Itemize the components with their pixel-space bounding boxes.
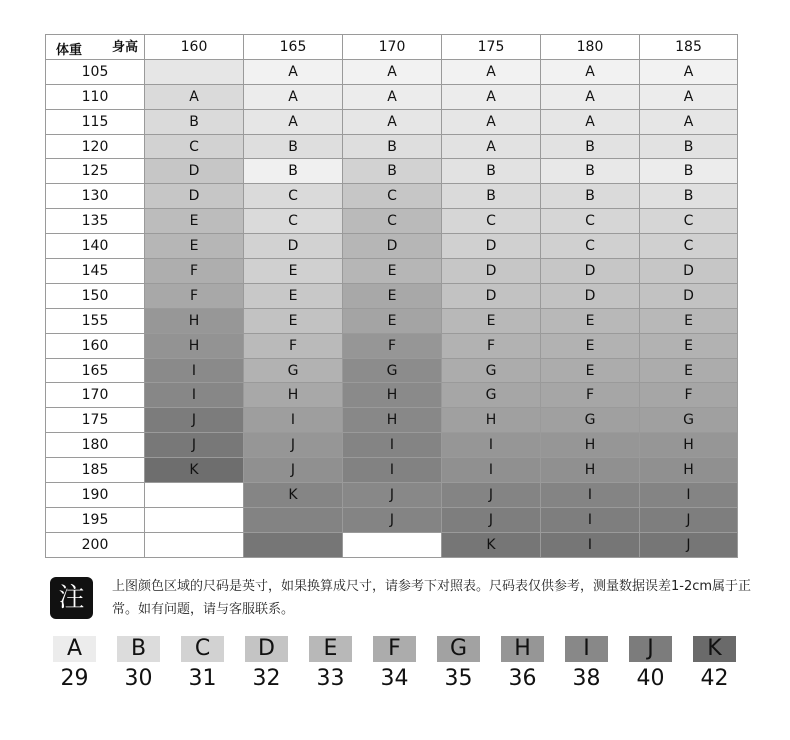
size-cell — [244, 507, 343, 532]
size-cell: I — [244, 408, 343, 433]
size-cell: H — [145, 308, 244, 333]
size-cell: H — [145, 333, 244, 358]
size-cell: E — [244, 283, 343, 308]
size-cell — [145, 59, 244, 84]
size-cell: I — [541, 507, 640, 532]
size-cell: A — [442, 109, 541, 134]
legend-item — [501, 636, 544, 692]
size-cell: B — [541, 184, 640, 209]
legend-inch-value: 38 — [572, 666, 601, 691]
legend-item — [53, 636, 96, 692]
size-cell: C — [343, 184, 442, 209]
size-cell: H — [640, 433, 738, 458]
legend-size-swatch: H — [501, 636, 544, 662]
table-row — [46, 333, 738, 358]
table-row — [46, 84, 738, 109]
size-cell: D — [442, 234, 541, 259]
weight-label: 120 — [46, 134, 145, 159]
size-cell: B — [244, 134, 343, 159]
weight-label: 200 — [46, 532, 145, 557]
legend-size-swatch: J — [629, 636, 672, 662]
size-cell: I — [145, 383, 244, 408]
legend-size-swatch: G — [437, 636, 480, 662]
height-axis-label: 身高 — [111, 40, 138, 55]
weight-label: 175 — [46, 408, 145, 433]
height-header-180: 180 — [541, 35, 640, 60]
size-cell: H — [541, 433, 640, 458]
size-cell: E — [541, 358, 640, 383]
size-cell: E — [343, 283, 442, 308]
size-cell: E — [442, 308, 541, 333]
size-cell: E — [541, 308, 640, 333]
size-cell: D — [244, 234, 343, 259]
weight-label: 165 — [46, 358, 145, 383]
legend-size-swatch: K — [693, 636, 736, 662]
legend-size-swatch: C — [181, 636, 224, 662]
size-cell: H — [343, 383, 442, 408]
table-row — [46, 308, 738, 333]
size-cell: A — [541, 84, 640, 109]
size-cell: C — [145, 134, 244, 159]
size-cell: I — [442, 458, 541, 483]
size-cell: G — [442, 358, 541, 383]
size-cell: C — [541, 234, 640, 259]
size-cell: B — [640, 134, 738, 159]
legend-item — [181, 636, 224, 692]
size-cell — [145, 507, 244, 532]
size-cell: D — [640, 259, 738, 284]
size-cell: I — [343, 433, 442, 458]
legend-inch-value: 30 — [124, 666, 153, 691]
legend-size-swatch: E — [309, 636, 352, 662]
weight-label: 150 — [46, 283, 145, 308]
legend-item — [373, 636, 416, 692]
size-cell: F — [145, 259, 244, 284]
size-cell: B — [343, 134, 442, 159]
size-cell: B — [541, 134, 640, 159]
size-cell: G — [640, 408, 738, 433]
size-cell: E — [145, 234, 244, 259]
size-cell: J — [640, 507, 738, 532]
size-cell: H — [343, 408, 442, 433]
size-cell: A — [640, 84, 738, 109]
size-cell: B — [145, 109, 244, 134]
legend-size-swatch: B — [117, 636, 160, 662]
size-cell: B — [541, 159, 640, 184]
size-cell: B — [244, 159, 343, 184]
size-cell: H — [541, 458, 640, 483]
legend-inch-value: 36 — [508, 666, 537, 691]
size-cell: F — [541, 383, 640, 408]
size-cell: C — [244, 209, 343, 234]
legend-size-swatch: D — [245, 636, 288, 662]
table-row — [46, 234, 738, 259]
weight-label: 110 — [46, 84, 145, 109]
weight-label: 170 — [46, 383, 145, 408]
height-header-170: 170 — [343, 35, 442, 60]
size-cell: J — [244, 458, 343, 483]
size-cell: A — [640, 59, 738, 84]
size-cell: I — [145, 358, 244, 383]
size-cell: F — [442, 333, 541, 358]
size-cell: K — [442, 532, 541, 557]
weight-label: 160 — [46, 333, 145, 358]
size-cell: B — [640, 184, 738, 209]
height-header-185: 185 — [640, 35, 738, 60]
size-cell: D — [343, 234, 442, 259]
table-row — [46, 184, 738, 209]
note-text: 上图颜色区域的尺码是英寸，如果换算成尺寸，请参考下对照表。尺码表仅供参考，测量数据误差1-2cm属于正常。如有问题，请与客服联系。 — [112, 579, 752, 617]
legend-item — [629, 636, 672, 692]
height-header-165: 165 — [244, 35, 343, 60]
size-cell: A — [343, 84, 442, 109]
size-chart-body — [46, 59, 738, 557]
size-cell: I — [640, 483, 738, 508]
table-row — [46, 408, 738, 433]
size-cell: J — [343, 483, 442, 508]
size-cell: I — [541, 532, 640, 557]
table-row — [46, 507, 738, 532]
size-cell: H — [640, 458, 738, 483]
size-cell: D — [640, 283, 738, 308]
size-cell: A — [343, 109, 442, 134]
size-cell: H — [244, 383, 343, 408]
size-cell: E — [244, 259, 343, 284]
size-cell: B — [640, 159, 738, 184]
weight-label: 125 — [46, 159, 145, 184]
size-cell: J — [244, 433, 343, 458]
size-cell: C — [640, 209, 738, 234]
size-cell: E — [640, 333, 738, 358]
size-cell: H — [442, 408, 541, 433]
table-row — [46, 483, 738, 508]
size-cell: A — [145, 84, 244, 109]
legend-item — [117, 636, 160, 692]
legend-inch-value: 35 — [444, 666, 473, 691]
size-cell: D — [541, 283, 640, 308]
size-cell — [343, 532, 442, 557]
weight-label: 145 — [46, 259, 145, 284]
size-cell: K — [244, 483, 343, 508]
size-cell: J — [343, 507, 442, 532]
size-cell: D — [541, 259, 640, 284]
size-cell: F — [343, 333, 442, 358]
size-cell: A — [442, 134, 541, 159]
table-row — [46, 433, 738, 458]
legend-item — [693, 636, 736, 692]
size-cell: A — [244, 59, 343, 84]
weight-label: 105 — [46, 59, 145, 84]
size-cell: J — [640, 532, 738, 557]
size-cell: I — [541, 483, 640, 508]
table-row — [46, 532, 738, 557]
size-cell: E — [640, 358, 738, 383]
weight-label: 155 — [46, 308, 145, 333]
size-cell: A — [442, 84, 541, 109]
size-cell: E — [640, 308, 738, 333]
weight-label: 180 — [46, 433, 145, 458]
corner-header — [46, 35, 145, 60]
size-cell: K — [145, 458, 244, 483]
size-cell: A — [541, 59, 640, 84]
size-cell: B — [442, 159, 541, 184]
table-row — [46, 283, 738, 308]
size-cell — [145, 483, 244, 508]
size-cell: C — [541, 209, 640, 234]
size-cell: C — [343, 209, 442, 234]
size-cell: D — [442, 259, 541, 284]
size-cell: C — [442, 209, 541, 234]
size-cell: D — [145, 159, 244, 184]
size-cell: E — [343, 259, 442, 284]
legend-item — [245, 636, 288, 692]
size-cell: F — [244, 333, 343, 358]
table-row — [46, 458, 738, 483]
size-cell: A — [442, 59, 541, 84]
size-cell: J — [145, 408, 244, 433]
size-cell: G — [442, 383, 541, 408]
size-cell: G — [541, 408, 640, 433]
legend-inch-value: 40 — [636, 666, 665, 691]
table-row — [46, 209, 738, 234]
table-row — [46, 59, 738, 84]
size-cell: C — [640, 234, 738, 259]
weight-label: 115 — [46, 109, 145, 134]
size-cell: E — [244, 308, 343, 333]
size-cell: J — [145, 433, 244, 458]
size-cell: E — [145, 209, 244, 234]
height-header-175: 175 — [442, 35, 541, 60]
weight-label: 190 — [46, 483, 145, 508]
table-row — [46, 383, 738, 408]
size-cell: B — [442, 184, 541, 209]
size-cell: I — [343, 458, 442, 483]
size-cell: G — [343, 358, 442, 383]
weight-label: 140 — [46, 234, 145, 259]
size-cell: G — [244, 358, 343, 383]
legend-inch-value: 31 — [188, 666, 217, 691]
table-row — [46, 159, 738, 184]
legend-inch-value: 29 — [60, 666, 89, 691]
size-cell: D — [145, 184, 244, 209]
legend-size-swatch: I — [565, 636, 608, 662]
size-cell — [244, 532, 343, 557]
legend-inch-value: 33 — [316, 666, 345, 691]
weight-axis-label: 体重 — [56, 42, 83, 58]
height-header-160: 160 — [145, 35, 244, 60]
weight-label: 135 — [46, 209, 145, 234]
size-cell: D — [442, 283, 541, 308]
size-chart-table — [45, 34, 738, 558]
size-cell: A — [640, 109, 738, 134]
size-cell: C — [244, 184, 343, 209]
size-cell: I — [442, 433, 541, 458]
size-cell: A — [244, 84, 343, 109]
weight-label: 185 — [46, 458, 145, 483]
legend-item — [565, 636, 608, 692]
size-cell: A — [541, 109, 640, 134]
table-row — [46, 109, 738, 134]
legend-size-swatch: F — [373, 636, 416, 662]
table-row — [46, 358, 738, 383]
size-cell: E — [541, 333, 640, 358]
size-cell: A — [244, 109, 343, 134]
size-cell: F — [640, 383, 738, 408]
size-cell: E — [343, 308, 442, 333]
table-row — [46, 134, 738, 159]
note-badge: 注 — [50, 577, 93, 619]
size-cell: J — [442, 483, 541, 508]
weight-label: 195 — [46, 507, 145, 532]
size-cell: F — [145, 283, 244, 308]
legend-item — [437, 636, 480, 692]
legend-inch-value: 34 — [380, 666, 409, 691]
weight-label: 130 — [46, 184, 145, 209]
size-cell — [145, 532, 244, 557]
legend-inch-value: 42 — [700, 666, 729, 691]
legend-inch-value: 32 — [252, 666, 281, 691]
size-cell: A — [343, 59, 442, 84]
legend-item — [309, 636, 352, 692]
size-cell: B — [343, 159, 442, 184]
size-cell: J — [442, 507, 541, 532]
legend-size-swatch: A — [53, 636, 96, 662]
table-row — [46, 259, 738, 284]
header-row — [46, 35, 738, 60]
